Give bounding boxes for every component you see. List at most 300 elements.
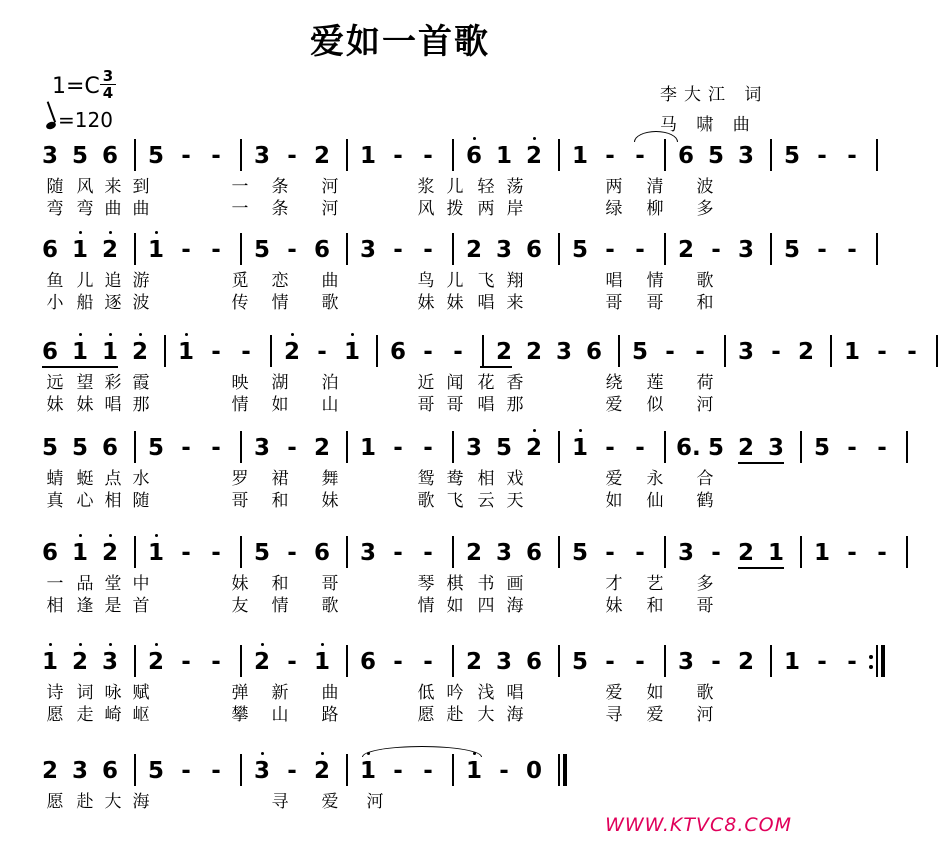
lyric-char: 绿 [605, 199, 623, 219]
note [630, 339, 650, 365]
lyric-char: 寻 [271, 792, 289, 812]
note [736, 540, 756, 566]
lyric-char: 情 [231, 395, 249, 415]
lyric-char: 情 [271, 293, 289, 313]
note-digit: 3 [555, 339, 572, 365]
note [842, 649, 862, 675]
octave-dot-above [261, 752, 264, 755]
lyric-char: 爱 [605, 683, 623, 703]
note [312, 339, 332, 365]
lyric-char: 和 [646, 596, 664, 616]
note-digit: 2 [283, 339, 300, 365]
note [342, 339, 362, 365]
lyric-char: 蜓 [76, 469, 94, 489]
note-digit: 5 [253, 540, 270, 566]
note [70, 649, 90, 675]
lyric-char: 攀 [231, 705, 249, 725]
lyric-char: 荡 [506, 177, 524, 197]
note [524, 435, 544, 461]
lyric-char: 仙 [646, 491, 664, 511]
octave-dot-above [533, 429, 536, 432]
note-digit: 2 [101, 237, 118, 263]
octave-dot-above [79, 643, 82, 646]
lyric-char: 哥 [696, 596, 714, 616]
note-digit: - [605, 435, 615, 461]
note [706, 237, 726, 263]
note-digit: - [847, 143, 857, 169]
lyric-char: 鸯 [446, 469, 464, 489]
lyric-char: 柳 [646, 199, 664, 219]
note [524, 143, 544, 169]
note [388, 649, 408, 675]
octave-dot-above [139, 333, 142, 336]
lyric-char: 堂 [104, 574, 122, 594]
lyric-char: 妹 [417, 293, 435, 313]
note [206, 540, 226, 566]
note [418, 540, 438, 566]
note-digit: 1 [465, 758, 482, 784]
note-digit: 6 [101, 143, 118, 169]
note [418, 435, 438, 461]
octave-dot-above [185, 333, 188, 336]
beam-underline [738, 462, 784, 464]
bar-line [134, 754, 136, 786]
note-digit: 5 [71, 143, 88, 169]
lyric-char: 相 [46, 596, 64, 616]
note-digit: 6 [525, 649, 542, 675]
lyric-char: 香 [506, 373, 524, 393]
lyric-char: 愿 [46, 705, 64, 725]
note [146, 649, 166, 675]
lyric-char: 艺 [646, 574, 664, 594]
note [388, 758, 408, 784]
note [40, 758, 60, 784]
key-signature: 1=C [52, 74, 100, 99]
note [100, 339, 120, 365]
note-digit: - [711, 649, 721, 675]
lyric-char: 寻 [605, 705, 623, 725]
lyric-char: 浅 [477, 683, 495, 703]
lyric-char: 鱼 [46, 271, 64, 291]
lyric-char: 翔 [506, 271, 524, 291]
lyric-char: 游 [132, 271, 150, 291]
note-digit: 2 [71, 649, 88, 675]
lyric-char: 歌 [321, 293, 339, 313]
lyric-char: 哥 [446, 395, 464, 415]
note [464, 649, 484, 675]
bar-line [770, 139, 772, 171]
lyric-char: 鸟 [417, 271, 435, 291]
note [676, 540, 696, 566]
bar-line [240, 431, 242, 463]
bar-line [936, 335, 938, 367]
note [570, 143, 590, 169]
note [630, 540, 650, 566]
note [418, 143, 438, 169]
bar-line [770, 645, 772, 677]
note-digit: - [605, 143, 615, 169]
note [70, 758, 90, 784]
note-digit: 0 [525, 758, 542, 784]
lyric-char: 如 [271, 395, 289, 415]
octave-dot-above [579, 429, 582, 432]
note [494, 649, 514, 675]
note [464, 435, 484, 461]
lyric-char: 赴 [446, 705, 464, 725]
lyric-char: 戏 [506, 469, 524, 489]
bar-line [664, 233, 666, 265]
note-digit: 2 [131, 339, 148, 365]
note-digit: 5 [813, 435, 830, 461]
note [146, 237, 166, 263]
note-digit: - [181, 237, 191, 263]
lyric-line [0, 574, 800, 594]
note-digit: 2 [101, 540, 118, 566]
bar-line [664, 645, 666, 677]
lyric-char: 闻 [446, 373, 464, 393]
note [706, 540, 726, 566]
note [464, 758, 484, 784]
lyric-char: 和 [271, 574, 289, 594]
note-digit: 1 [71, 540, 88, 566]
lyric-char: 中 [132, 574, 150, 594]
note-digit: - [423, 649, 433, 675]
lyric-char: 岸 [506, 199, 524, 219]
note-digit: 1 [767, 540, 784, 566]
bar-line [270, 335, 272, 367]
note [130, 339, 150, 365]
note [524, 649, 544, 675]
bar-line [876, 645, 878, 677]
bar-line [346, 754, 348, 786]
note [600, 649, 620, 675]
lyric-char: 歌 [417, 491, 435, 511]
final-barline [563, 754, 567, 786]
lyric-char: 歌 [696, 683, 714, 703]
note [388, 237, 408, 263]
bar-line [452, 536, 454, 568]
note [176, 143, 196, 169]
note [70, 435, 90, 461]
note-digit: - [393, 649, 403, 675]
lyric-char: 儿 [76, 271, 94, 291]
note [600, 237, 620, 263]
note [570, 435, 590, 461]
lyric-char: 荷 [696, 373, 714, 393]
octave-dot-above [533, 137, 536, 140]
note-digit: - [423, 143, 433, 169]
note [70, 540, 90, 566]
note [418, 649, 438, 675]
lyric-char: 多 [696, 574, 714, 594]
lyric-char: 恋 [271, 271, 289, 291]
lyric-char: 相 [104, 491, 122, 511]
note [494, 143, 514, 169]
lyric-char: 爱 [605, 395, 623, 415]
octave-dot-above [321, 643, 324, 646]
lyric-char: 妹 [46, 395, 64, 415]
octave-dot-above [155, 643, 158, 646]
note [206, 758, 226, 784]
note-digit: 6 [585, 339, 602, 365]
note [358, 540, 378, 566]
lyric-char: 妹 [76, 395, 94, 415]
note-digit: - [877, 540, 887, 566]
bar-line [346, 139, 348, 171]
note-digit: - [287, 237, 297, 263]
note [584, 339, 604, 365]
bar-line [558, 754, 560, 786]
note [782, 237, 802, 263]
time-signature [100, 68, 116, 101]
lyric-char: 飞 [446, 491, 464, 511]
lyric-char: 两 [605, 177, 623, 197]
lyric-char: 到 [132, 177, 150, 197]
note [40, 540, 60, 566]
tempo-marking [46, 108, 113, 132]
note-digit: - [635, 435, 645, 461]
note-digit: 1 [101, 339, 118, 365]
note [100, 649, 120, 675]
bar-line [240, 139, 242, 171]
lyric-char: 那 [506, 395, 524, 415]
lyric-char: 歌 [321, 596, 339, 616]
note-digit: 3 [737, 143, 754, 169]
lyric-line [0, 271, 800, 291]
lyric-char: 河 [366, 792, 384, 812]
note-digit: - [393, 237, 403, 263]
note [252, 237, 272, 263]
octave-dot-above [321, 752, 324, 755]
note-digit: 3 [41, 143, 58, 169]
lyric-char: 如 [605, 491, 623, 511]
note [570, 649, 590, 675]
note-digit: 2 [797, 339, 814, 365]
note-digit: - [771, 339, 781, 365]
note-digit: 5 [147, 435, 164, 461]
lyric-char: 霞 [132, 373, 150, 393]
note-digit: - [241, 339, 251, 365]
note-digit: 2 [737, 435, 754, 461]
octave-dot-above [109, 333, 112, 336]
lyric-char: 轻 [477, 177, 495, 197]
note [40, 237, 60, 263]
quarter-note-icon [45, 121, 57, 131]
lyric-char: 品 [76, 574, 94, 594]
note-digit: 3 [71, 758, 88, 784]
note-digit: 2 [525, 435, 542, 461]
note [252, 758, 272, 784]
lyric-char: 舞 [321, 469, 339, 489]
note [766, 339, 786, 365]
note-digit: - [423, 435, 433, 461]
note [252, 435, 272, 461]
note [388, 435, 408, 461]
note [660, 339, 680, 365]
lyric-char: 真 [46, 491, 64, 511]
note [236, 339, 256, 365]
lyric-char: 水 [132, 469, 150, 489]
note-digit: 3 [101, 649, 118, 675]
note-digit: - [817, 143, 827, 169]
note-digit: - [847, 649, 857, 675]
note [358, 143, 378, 169]
bar-line [134, 139, 136, 171]
note [796, 339, 816, 365]
bar-line [452, 645, 454, 677]
note [176, 540, 196, 566]
lyric-char: 哥 [605, 293, 623, 313]
bar-line [346, 431, 348, 463]
note [146, 143, 166, 169]
lyric-line [0, 199, 800, 219]
time-signature-bottom: 4 [100, 84, 116, 101]
note [418, 758, 438, 784]
note [388, 143, 408, 169]
bar-line [724, 335, 726, 367]
lyric-char: 山 [271, 705, 289, 725]
note-digit: - [635, 649, 645, 675]
lyric-char: 愿 [417, 705, 435, 725]
note-digit: 6 [101, 758, 118, 784]
lyric-char: 如 [646, 683, 664, 703]
note-digit: 5 [71, 435, 88, 461]
bar-line [770, 233, 772, 265]
note [464, 143, 484, 169]
note-digit: - [211, 649, 221, 675]
note-digit: 1 [343, 339, 360, 365]
lyric-char: 唱 [104, 395, 122, 415]
note-digit: - [181, 435, 191, 461]
lyric-char: 逢 [76, 596, 94, 616]
lyric-char: 唱 [605, 271, 623, 291]
note-digit: 5 [571, 540, 588, 566]
beam-underline [480, 366, 512, 368]
note-digit: 2 [41, 758, 58, 784]
note-digit: 5 [783, 143, 800, 169]
lyric-char: 鹤 [696, 491, 714, 511]
note-digit: 1 [177, 339, 194, 365]
note [40, 649, 60, 675]
lyric-char: 妹 [605, 596, 623, 616]
lyric-char: 才 [605, 574, 623, 594]
bar-line [830, 335, 832, 367]
octave-dot-above [109, 534, 112, 537]
lyric-char: 云 [477, 491, 495, 511]
note-digit: 2 [525, 143, 542, 169]
note-digit: 2 [465, 649, 482, 675]
note-digit: 3 [465, 435, 482, 461]
note [782, 649, 802, 675]
note [524, 758, 544, 784]
note-digit: - [907, 339, 917, 365]
note-digit: - [711, 540, 721, 566]
note-digit: 5 [495, 435, 512, 461]
beam-underline [738, 567, 784, 569]
note [206, 435, 226, 461]
lyric-char: 条 [271, 199, 289, 219]
lyric-char: 崎 [104, 705, 122, 725]
lyric-char: 河 [696, 705, 714, 725]
bar-line [482, 335, 484, 367]
note [766, 435, 786, 461]
note-digit: 6 [389, 339, 406, 365]
lyric-char: 风 [76, 177, 94, 197]
lyric-char: 合 [696, 469, 714, 489]
note-digit: 3 [359, 540, 376, 566]
note [282, 540, 302, 566]
note [448, 339, 468, 365]
note-digit: 2 [147, 649, 164, 675]
note-digit: 2 [737, 649, 754, 675]
lyric-char: 赋 [132, 683, 150, 703]
lyric-char: 儿 [446, 271, 464, 291]
bar-line [346, 536, 348, 568]
note-digit: - [847, 237, 857, 263]
note-digit: - [181, 758, 191, 784]
note-digit: 3 [737, 339, 754, 365]
bar-line [452, 233, 454, 265]
lyric-char: 唱 [477, 293, 495, 313]
octave-dot-above [261, 643, 264, 646]
note-digit: 5 [571, 237, 588, 263]
note-digit: 6 [525, 237, 542, 263]
note [312, 237, 332, 263]
lyric-char: 河 [696, 395, 714, 415]
note-digit: - [711, 237, 721, 263]
lyric-char: 风 [417, 199, 435, 219]
note-digit: 3 [359, 237, 376, 263]
note [312, 435, 332, 461]
note [524, 339, 544, 365]
note-digit: - [877, 339, 887, 365]
lyric-char: 咏 [104, 683, 122, 703]
note [676, 649, 696, 675]
note-digit: 6 [313, 237, 330, 263]
note-digit: - [287, 758, 297, 784]
note [812, 237, 832, 263]
note [176, 339, 196, 365]
note [100, 435, 120, 461]
octave-dot-above [109, 231, 112, 234]
note-digit: 3 [253, 435, 270, 461]
note-digit: - [211, 339, 221, 365]
note-digit: - [605, 540, 615, 566]
note [146, 540, 166, 566]
octave-dot-above [79, 534, 82, 537]
note [630, 435, 650, 461]
note-digit: 6. [676, 435, 701, 461]
lyric-char: 天 [506, 491, 524, 511]
note [100, 237, 120, 263]
lyric-char: 爱 [605, 469, 623, 489]
note-digit: - [181, 540, 191, 566]
note-digit: - [317, 339, 327, 365]
note-digit: 1 [495, 143, 512, 169]
note-digit: 6 [41, 237, 58, 263]
lyric-char: 弯 [46, 199, 64, 219]
composer-credit: 马 啸 曲 [660, 115, 757, 135]
note [388, 339, 408, 365]
lyric-char: 两 [477, 199, 495, 219]
lyric-char: 哥 [646, 293, 664, 313]
note-digit: - [287, 143, 297, 169]
lyric-char: 望 [76, 373, 94, 393]
note [176, 237, 196, 263]
note-digit: 5 [571, 649, 588, 675]
note [842, 339, 862, 365]
lyric-char: 远 [46, 373, 64, 393]
